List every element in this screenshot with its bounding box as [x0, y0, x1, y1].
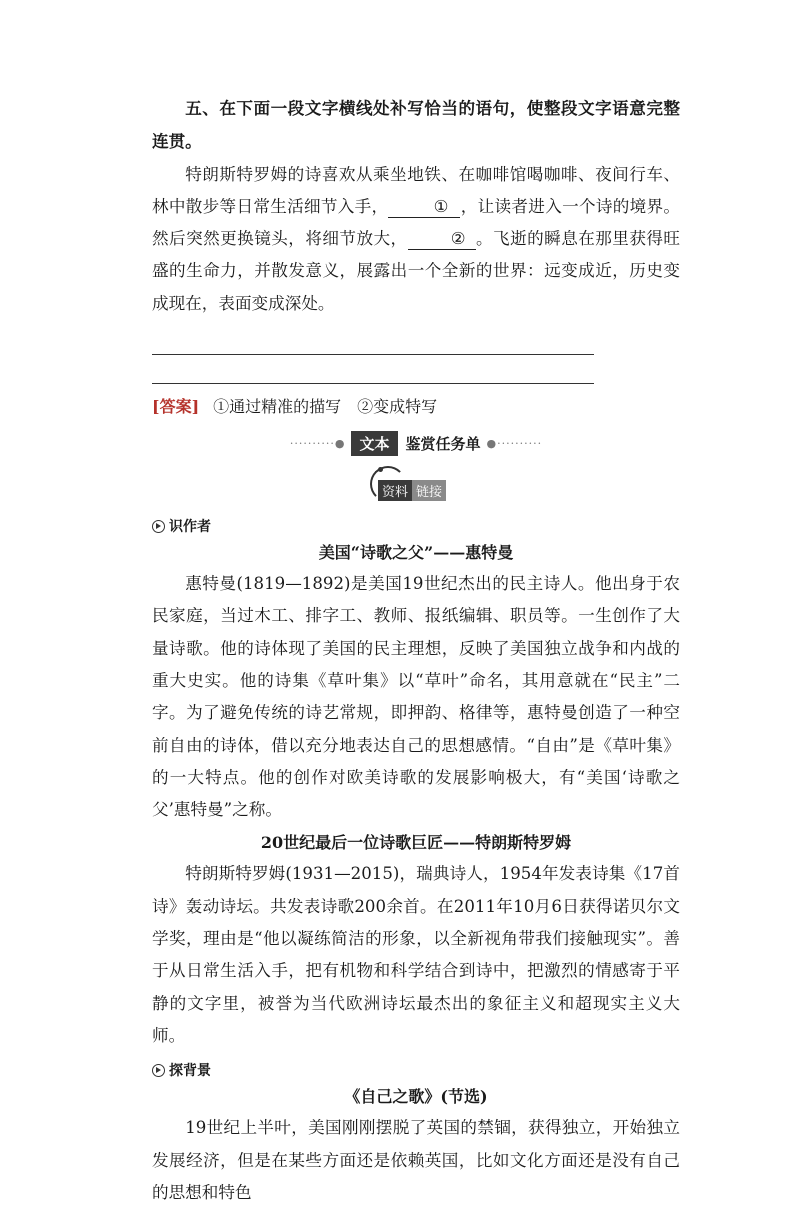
whitman-paragraph: 惠特曼(1819—1892)是美国19世纪杰出的民主诗人。他出身于农民家庭，当过木工、排字工、教师、报纸编辑、职员等。一生创作了大量诗歌。他的诗体现了美国的民主理想，反映了美国独立战争和内战的重大史实。他的诗集《草叶集》以“草叶”命名，其用意就在“民主”二字。为了避免传统的诗艺常规，即押韵、格律等，惠特曼创造了一种空前自由的诗体，借以充分地表达自己的思想感情。“自由”是《草叶集》的一大特点。他的创作对欧美诗歌的发展影响极大，有“美国‘诗歌之父’惠特曼”之称。 [152, 574, 680, 820]
banner-text: 鉴赏任务单 [405, 434, 481, 453]
transtromer-paragraph: 特朗斯特罗姆(1931—2015)，瑞典诗人，1954年发表诗集《17首诗》轰动诗坛。共发表诗歌200余首。在2011年10月6日获得诺贝尔文学奖，理由是“他以凝练简洁的形象，以全新视角带我们接触现实”。善于从日常生活入手，把有机物和科学结合到诗中，把激烈的情感寄于平静的文字里，被誉为当代欧洲诗坛最杰出的象征主义和超现实主义大师。 [152, 864, 680, 1045]
background-paragraph: 19世纪上半叶，美国刚刚摆脱了英国的禁锢，获得独立，开始独立发展经济，但是在某些方面还是依赖英国，比如文化方面还是没有自己的思想和特色 [152, 1118, 680, 1202]
transtromer-title: 20世纪最后一位诗歌巨匠——特朗斯特罗姆 [260, 833, 572, 853]
question-heading [152, 92, 680, 159]
section-banner [152, 428, 680, 458]
passage-part-b: ，让读者进入一个诗的境界。然后突然更换镜头，将细节放大， [152, 196, 681, 249]
question-passage [152, 159, 680, 320]
passage-part-c: 。飞逝的瞬息在那里获得旺盛的生命力，并散发意义，展露出一个全新的世界：远变成近，历史变成现在，表面变成深处。 [152, 229, 681, 313]
resource-link-badge [152, 466, 680, 508]
resource-label-b: 链接 [412, 480, 446, 501]
question-head-text: 五、在下面一段文字横线处补写恰当的语句，使整段文字语意完整连贯。 [152, 98, 680, 152]
answer-row [152, 392, 680, 422]
answer-lines [152, 334, 594, 384]
play-circle-icon [152, 520, 165, 533]
blank-2[interactable]: ② [408, 229, 476, 250]
resource-label-a: 资料 [378, 480, 412, 501]
answer-line-2[interactable] [152, 355, 594, 384]
play-circle-icon [152, 1064, 165, 1077]
banner-dots-right: ●·········· [486, 436, 543, 450]
resource-label [378, 480, 446, 501]
section-author-heading [152, 516, 680, 536]
song-of-myself-title: 《自己之歌》(节选) [344, 1087, 488, 1107]
banner-dots-left: ··········● [289, 436, 346, 450]
banner-box: 文本 [351, 431, 397, 456]
passage-part-a: 特朗斯特罗姆的诗喜欢从乘坐地铁、在咖啡馆喝咖啡、夜间行车、林中散步等日常生活细节入手， [152, 164, 680, 216]
answer-text: ①通过精准的描写 ②变成特写 [213, 397, 438, 417]
section-author-label: 识作者 [169, 519, 211, 536]
section-background-heading [152, 1060, 680, 1080]
section-background-label: 探背景 [169, 1063, 211, 1080]
page-content [152, 92, 680, 1209]
answer-line-1[interactable] [152, 334, 594, 355]
whitman-title: 美国“诗歌之父”——惠特曼 [318, 543, 514, 563]
answer-tag: [答案] [152, 397, 200, 417]
blank-1[interactable]: ① [388, 197, 460, 218]
